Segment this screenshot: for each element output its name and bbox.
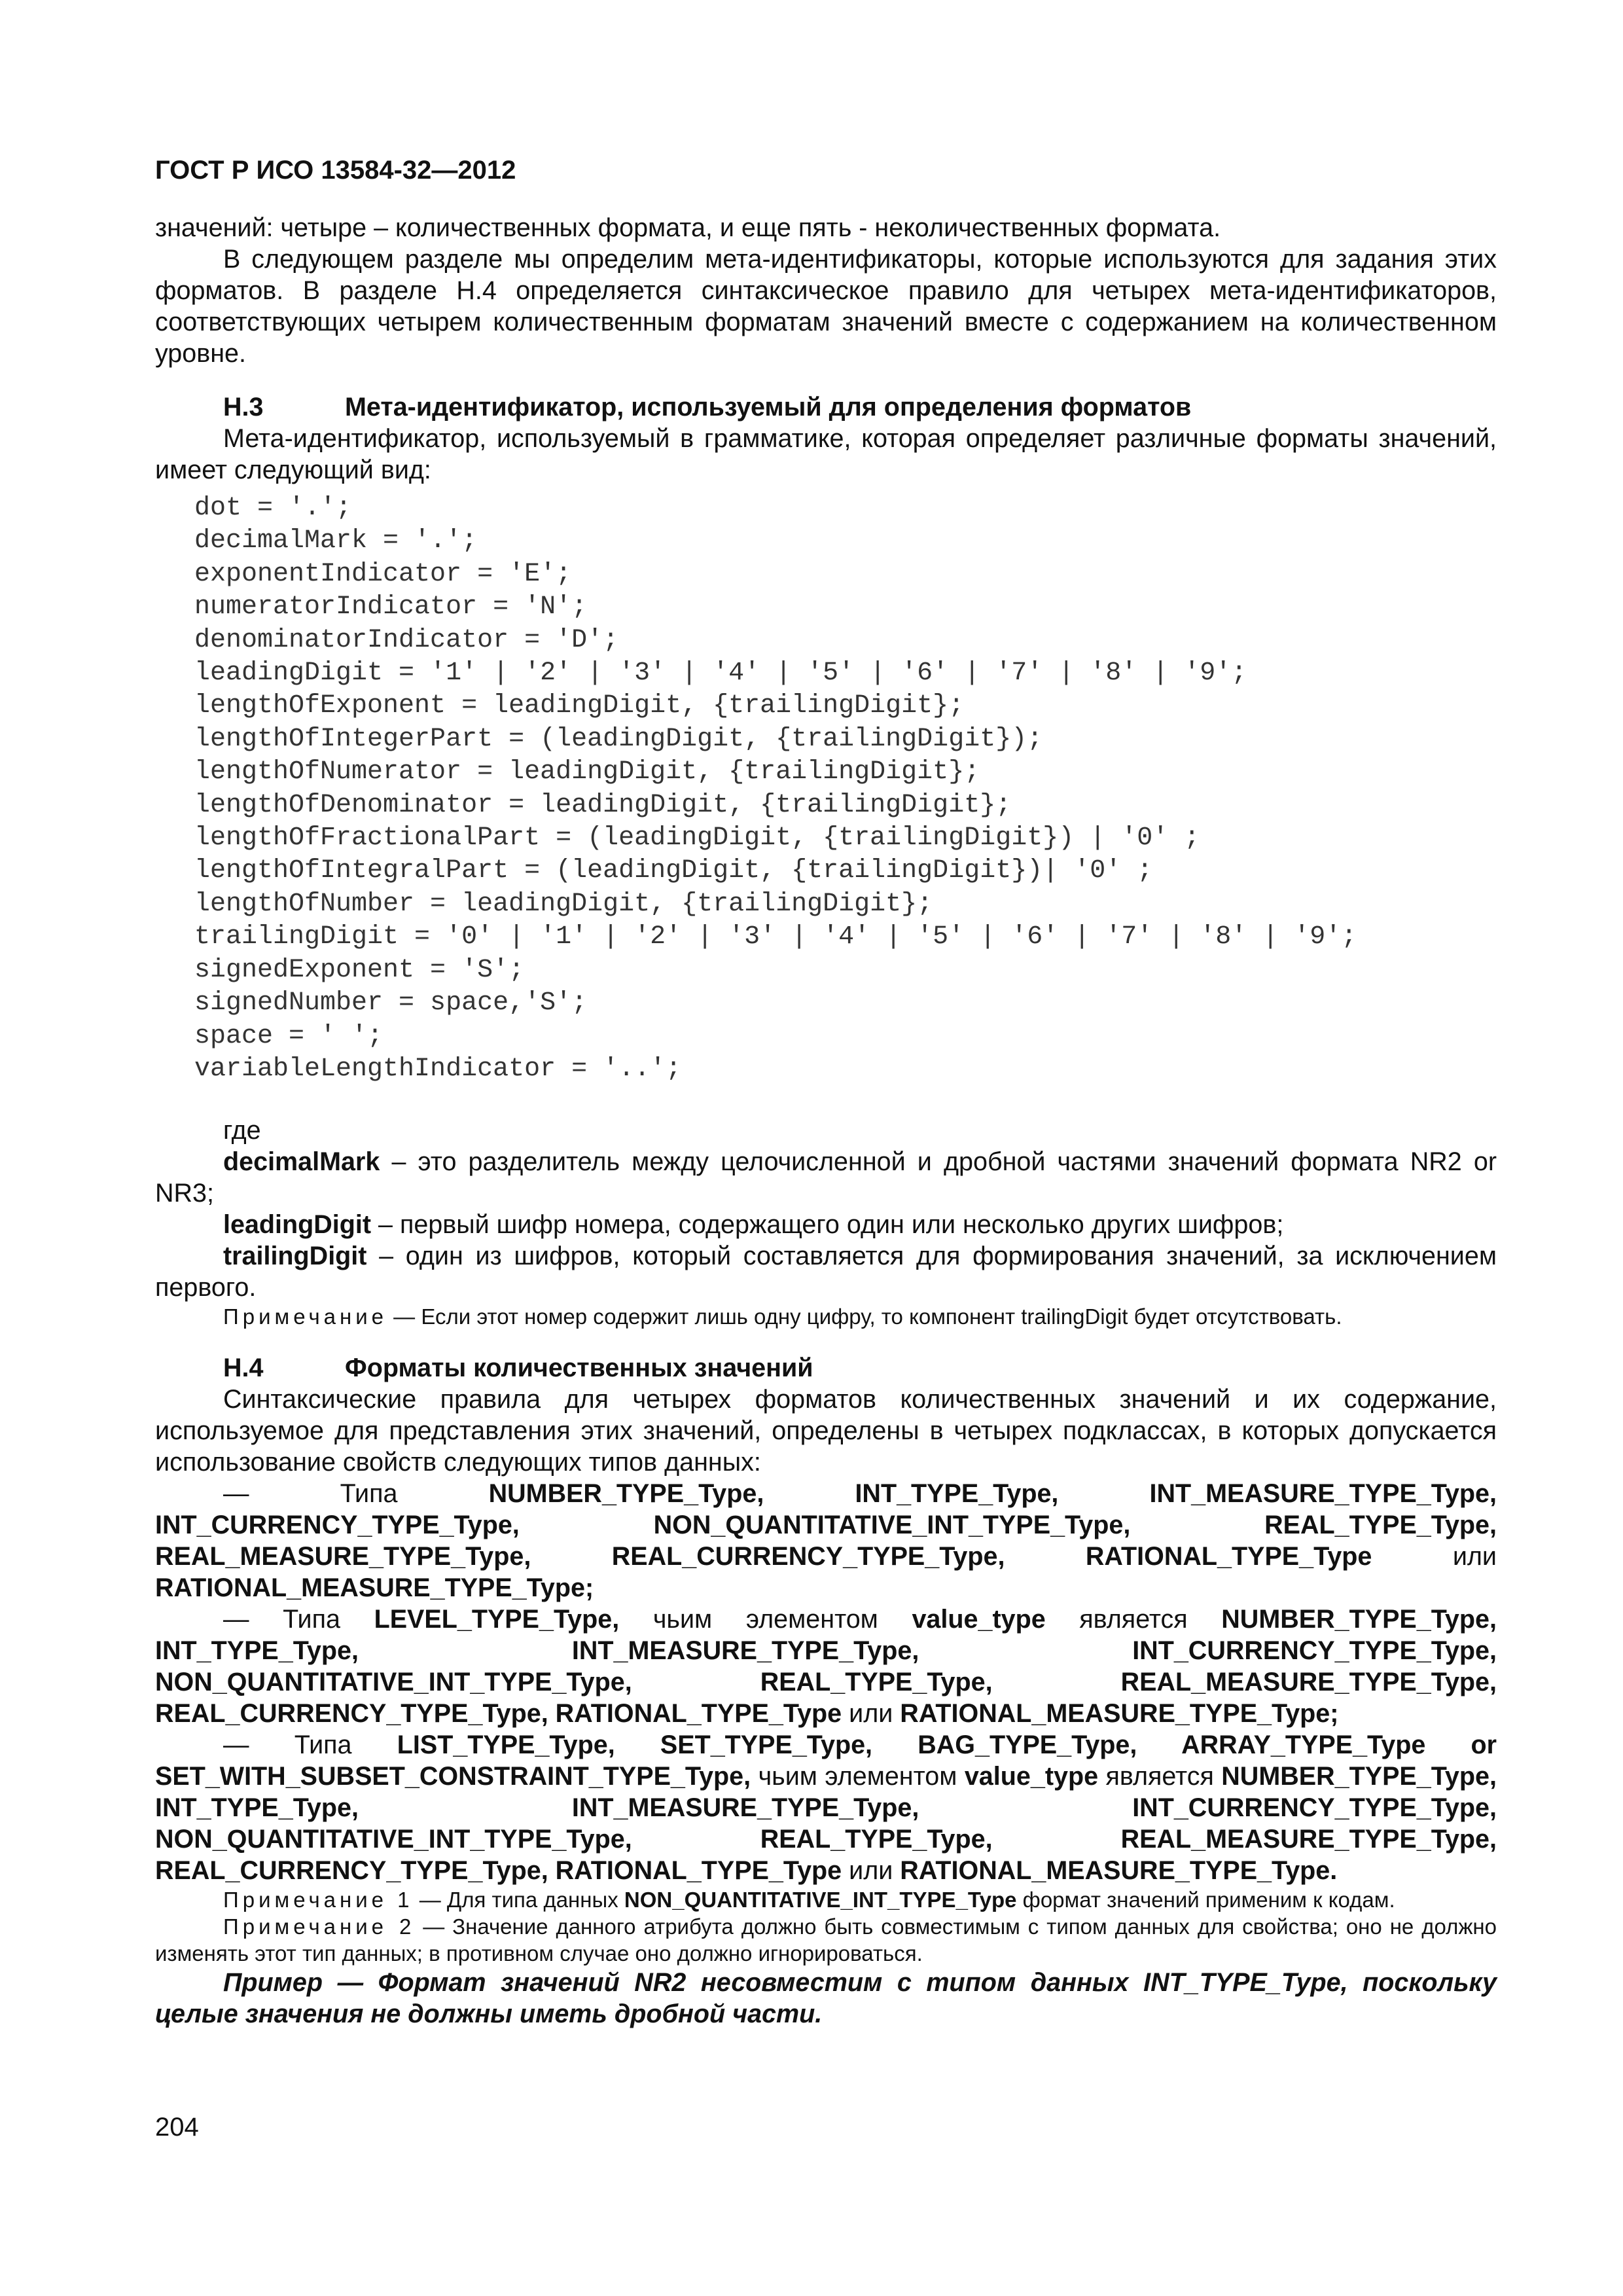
code-line: lengthOfFractionalPart = (leadingDigit, {trailingDigit}) | '0' ;	[194, 823, 1200, 853]
type-list: NUMBER_TYPE_Type, INT_TYPE_Type, INT_MEASURE_TYPE_Type, INT_CURRENCY_TYPE_Type, NON_QUANTITATIVE_INT_TYPE_Type, REAL_TYPE_Type, REAL_MEASURE_TYPE_Type, REAL_CURRENCY_TYPE_Type, RATIONAL_TYPE_Type	[155, 1762, 1497, 1886]
def-text: – первый шифр номера, содержащего один или несколько других шифров;	[371, 1210, 1284, 1240]
note-trailingdigit	[155, 1303, 1497, 1330]
section-h4-title: Форматы количественных значений	[345, 1354, 813, 1383]
connector-text: является	[1098, 1762, 1222, 1791]
code-line: trailingDigit = '0' | '1' | '2' | '3' | '4' | '5' | '6' | '7' | '8' | '9';	[194, 922, 1357, 952]
list-dash: — Типа	[223, 1479, 489, 1509]
list-dash: — Типа	[223, 1731, 397, 1760]
code-line: lengthOfIntegerPart = (leadingDigit, {trailingDigit});	[194, 724, 1043, 754]
connector-text: чьим элементом	[751, 1762, 965, 1791]
connector-text: является	[1045, 1605, 1222, 1634]
intro-paragraph-2: В следующем разделе мы определим мета-идентификаторы, которые используются для задания этих форматов. В разделе Н.4 определяется синтаксическое правило для четырех мета-идентификаторов, соответствующих четырем количественным форматам значений вместе с содержанием на количественном уровне.	[155, 245, 1497, 368]
section-h3-number: Н.3	[223, 393, 264, 422]
code-line: signedNumber = space,'S';	[194, 988, 588, 1018]
def-trailingdigit	[155, 1240, 1497, 1303]
code-line: leadingDigit = '1' | '2' | '3' | '4' | '5' | '6' | '7' | '8' | '9';	[194, 658, 1247, 689]
note-label: Примечание 2	[223, 1914, 416, 1939]
section-h3-title: Мета-идентификатор, используемый для определения форматов	[345, 393, 1192, 422]
page-number: 204	[155, 2113, 199, 2142]
def-term: decimalMark	[223, 1147, 380, 1177]
def-text: – один из шифров, который составляется для формирования значений, за исключением первого.	[155, 1242, 1497, 1302]
type-list: NUMBER_TYPE_Type, INT_TYPE_Type, INT_MEASURE_TYPE_Type, INT_CURRENCY_TYPE_Type, NON_QUANTITATIVE_INT_TYPE_Type, REAL_TYPE_Type, REAL_MEASURE_TYPE_Type, REAL_CURRENCY_TYPE_Type, RATIONAL_TYPE_Type	[155, 1605, 1497, 1729]
or-word: или	[1372, 1542, 1497, 1571]
def-leadingdigit	[155, 1209, 1497, 1240]
section-h4-intro: Синтаксические правила для четырех форматов количественных значений и их содержание, используемое для представления этих значений, определены в четырех подклассах, в которых допускается использование свойств следующих типов данных:	[155, 1385, 1497, 1477]
def-term: leadingDigit	[223, 1210, 372, 1240]
or-word: или	[842, 1699, 901, 1729]
value-type-term: value_type	[912, 1605, 1046, 1634]
note-text: формат значений применим к кодам.	[1016, 1888, 1395, 1912]
list-item-aggregate-types	[155, 1729, 1497, 1886]
note-1	[155, 1886, 1497, 1913]
section-h4-heading	[155, 1352, 1497, 1384]
example-text: Пример — Формат значений NR2 несовместим с типом данных INT_TYPE_Type, поскольку целые значения не должны иметь дробной части.	[155, 1968, 1497, 2029]
where-label: где	[223, 1116, 261, 1145]
code-line: lengthOfIntegralPart = (leadingDigit, {trailingDigit})| '0' ;	[194, 856, 1153, 886]
grammar-code-block	[155, 492, 1497, 1086]
def-decimalmark	[155, 1146, 1497, 1209]
value-type-term: value_type	[964, 1762, 1099, 1791]
code-line: lengthOfDenominator = leadingDigit, {trailingDigit};	[194, 790, 1012, 820]
note-label: Примечание 1	[223, 1888, 414, 1912]
type-list: RATIONAL_MEASURE_TYPE_Type;	[155, 1573, 594, 1603]
code-line: dot = '.';	[194, 493, 352, 523]
code-line: space = ' ';	[194, 1021, 383, 1051]
document-header: ГОСТ Р ИСО 13584-32—2012	[155, 156, 516, 185]
type-name: LEVEL_TYPE_Type,	[374, 1605, 620, 1634]
code-line: denominatorIndicator = 'D';	[194, 625, 619, 655]
code-line: lengthOfNumber = leadingDigit, {trailingDigit};	[194, 889, 933, 919]
type-list: RATIONAL_MEASURE_TYPE_Type.	[900, 1856, 1338, 1886]
code-line: lengthOfExponent = leadingDigit, {trailingDigit};	[194, 691, 965, 721]
section-h3-intro: Мета-идентификатор, используемый в грамматике, которая определяет различные форматы значений, имеет следующий вид:	[155, 424, 1497, 484]
intro-paragraph-1: значений: четыре – количественных формата, и еще пять - неколичественных формата.	[155, 213, 1221, 242]
section-h3-heading	[155, 391, 1497, 423]
code-line: exponentIndicator = 'E';	[194, 559, 572, 589]
type-list: RATIONAL_MEASURE_TYPE_Type;	[900, 1699, 1339, 1729]
list-dash: — Типа	[223, 1605, 374, 1634]
note-text: — Значение данного атрибута должно быть совместимым с типом данных для свойства; оно не должно изменять этот тип данных; в противном случае оно должно игнорироваться.	[155, 1914, 1497, 1966]
note-text: — Для типа данных	[413, 1888, 624, 1912]
section-h4-number: Н.4	[223, 1354, 264, 1383]
list-item-numeric-types	[155, 1478, 1497, 1604]
list-item-level-type	[155, 1604, 1497, 1729]
type-list: LIST_TYPE_Type, SET_TYPE_Type, BAG_TYPE_Type, ARRAY_TYPE_Type or SET_WITH_SUBSET_CONSTRAINT_TYPE_Type,	[155, 1731, 1497, 1791]
code-line: signedExponent = 'S';	[194, 955, 525, 985]
or-word: или	[842, 1856, 901, 1886]
code-line: variableLengthIndicator = '..';	[194, 1054, 682, 1084]
type-name: NON_QUANTITATIVE_INT_TYPE_Type	[624, 1888, 1017, 1912]
note-2	[155, 1913, 1497, 1967]
type-list: NUMBER_TYPE_Type, INT_TYPE_Type, INT_MEASURE_TYPE_Type, INT_CURRENCY_TYPE_Type, NON_QUANTITATIVE_INT_TYPE_Type, REAL_TYPE_Type, REAL_MEASURE_TYPE_Type, REAL_CURRENCY_TYPE_Type, RATIONAL_TYPE_Type	[155, 1479, 1497, 1571]
page-content	[155, 154, 1497, 2030]
code-line: decimalMark = '.';	[194, 526, 478, 556]
def-term: trailingDigit	[223, 1242, 367, 1271]
code-line: lengthOfNumerator = leadingDigit, {trailingDigit};	[194, 757, 980, 787]
note-text: — Если этот номер содержит лишь одну цифру, то компонент trailingDigit будет отсутствовать.	[387, 1304, 1342, 1329]
note-label: Примечание	[223, 1304, 388, 1329]
code-line: numeratorIndicator = 'N';	[194, 592, 588, 622]
connector-text: чьим элементом	[619, 1605, 912, 1634]
def-text: – это разделитель между целочисленной и дробной частями значений формата NR2 or NR3;	[155, 1147, 1497, 1208]
